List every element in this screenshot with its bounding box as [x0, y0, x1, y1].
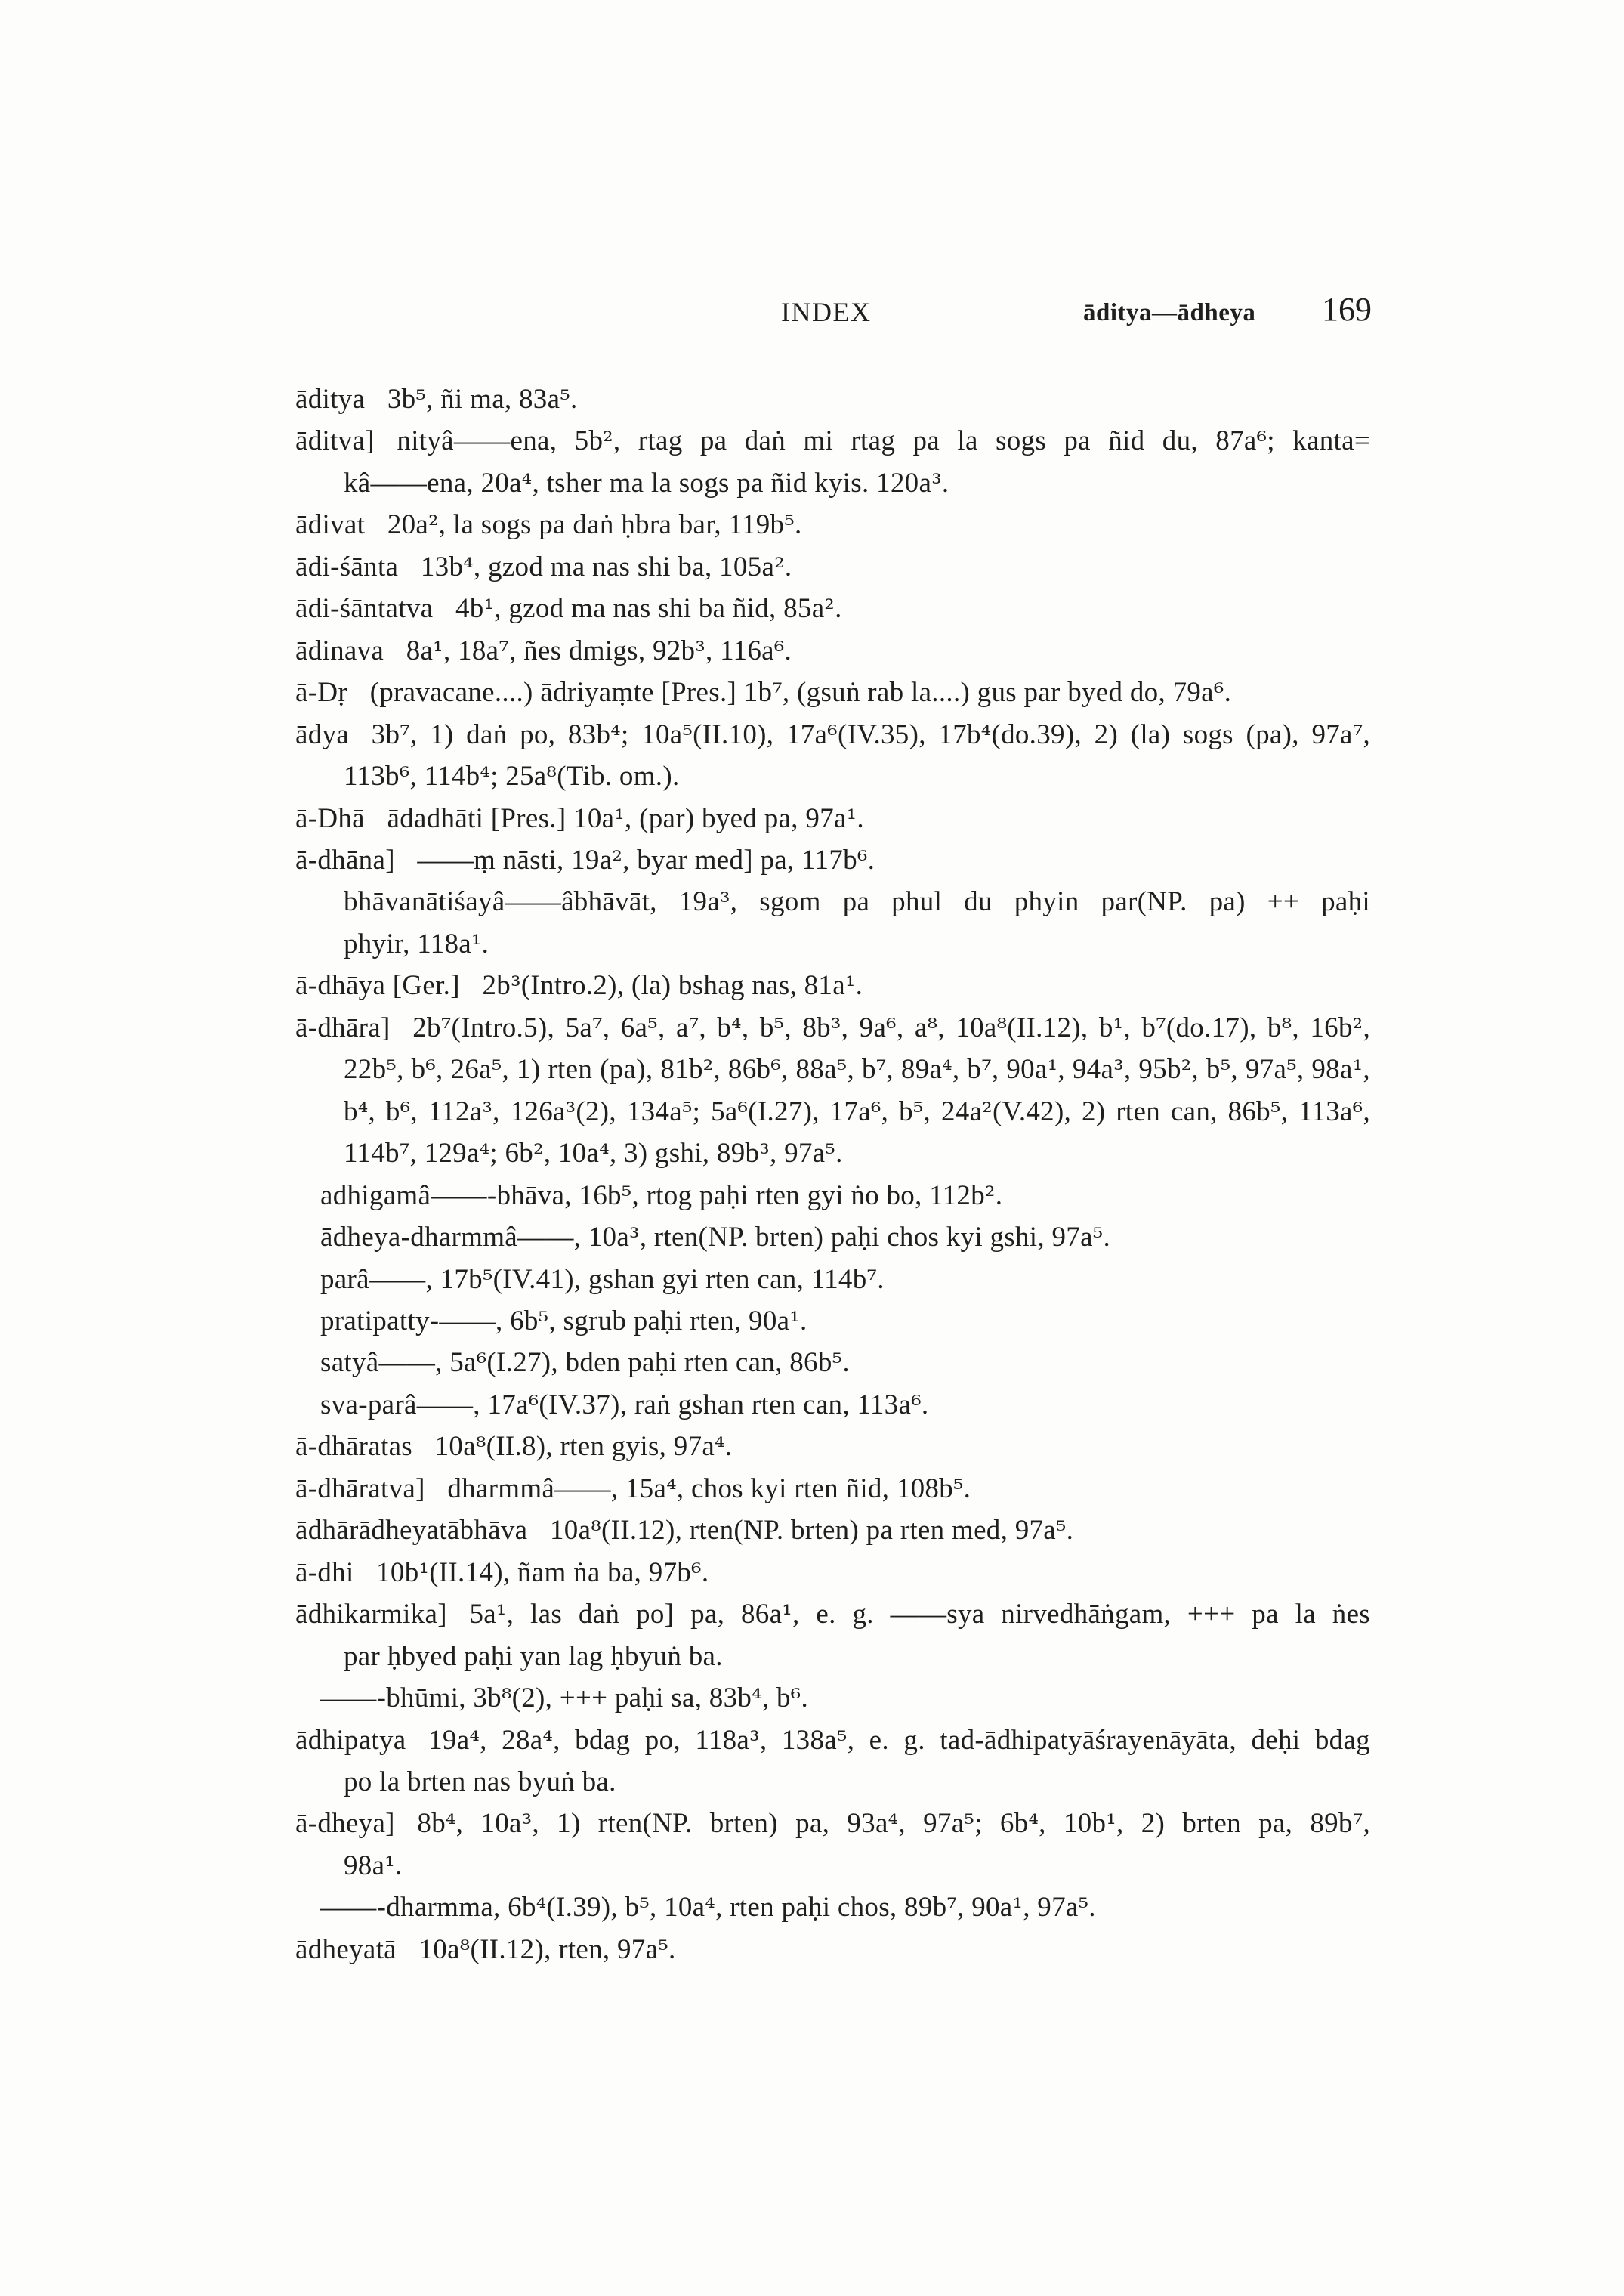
superscript: ⁴: [542, 1725, 554, 1755]
entry-line: [295, 1342, 1370, 1383]
entry-line: [295, 1510, 1370, 1551]
line-content: [295, 1007, 1370, 1049]
entry-text: 5a¹, las daṅ po] pa, 86a¹, e. g. ——sya nirvedhāṅgam, +++ pa la ṅes: [469, 1599, 1370, 1630]
superscript: ⁷: [981, 1055, 992, 1085]
superscript: ⁴: [599, 1139, 610, 1169]
index-entry: [295, 1929, 1370, 1970]
superscript: ⁵: [560, 385, 570, 414]
superscript: ⁷: [400, 719, 410, 749]
entry-line: [295, 588, 1370, 629]
superscript: ⁶: [528, 1389, 539, 1420]
index-entry: [295, 588, 1370, 629]
running-head-range: āditya—ādheya: [1083, 299, 1256, 326]
superscript: ⁴: [888, 1809, 899, 1839]
line-content: [344, 1845, 403, 1887]
index-entry: [295, 1468, 1370, 1510]
entry-line: [295, 881, 1370, 922]
line-content: [320, 1175, 1002, 1216]
superscript: ³: [830, 1012, 841, 1043]
index-subentry: [295, 1677, 1370, 1719]
superscript: ⁵: [1092, 1222, 1104, 1253]
entry-line: [295, 672, 1370, 713]
superscript: ⁶: [857, 845, 868, 875]
index-entry: [295, 1426, 1370, 1467]
superscript: ¹: [614, 803, 625, 833]
superscript: ⁷: [772, 678, 783, 708]
entry-text: 22b⁵, b⁶, 26a⁵, 1) rten (pa), 81b², 86b⁶, 88a⁵, b⁷, 89a⁴, b⁷, 90a¹, 94a³, 95b², b⁵, 97a⁵, 98a¹,: [344, 1054, 1370, 1086]
index-entry: [295, 1510, 1370, 1551]
headword: ādhārādheyatābhāva: [295, 1515, 528, 1547]
entry-text: b⁴, b⁶, 112a³, 126a³(2), 134a⁵; 5a⁶(I.27), 17a⁶, b⁵, 24a²(V.42), 2) rten can, 86b⁵, 113a⁶,: [344, 1095, 1370, 1127]
line-content: [320, 1259, 885, 1300]
superscript: ²: [1352, 1012, 1363, 1043]
superscript: ⁴: [521, 468, 533, 498]
index-subentry: [295, 1887, 1370, 1928]
superscript: ⁵: [639, 1893, 650, 1923]
entry-line: [295, 1426, 1370, 1467]
superscript: ¹: [483, 594, 495, 624]
superscript: ⁴: [666, 1473, 677, 1503]
line-content: [295, 420, 1370, 462]
entry-text: 113b⁶, 114b⁴; 25a⁸(Tib. om.).: [344, 761, 680, 793]
entry-text: 98a¹.: [344, 1849, 403, 1881]
line-content: [320, 1384, 928, 1426]
entry-text: po la brten nas byuṅ ba.: [344, 1766, 616, 1797]
entry-line: [295, 1468, 1370, 1510]
superscript: ³: [1113, 1055, 1124, 1085]
index-subentry: [295, 1175, 1370, 1216]
line-content: [295, 379, 578, 420]
superscript: ⁷: [592, 1012, 603, 1043]
superscript: ⁸: [501, 1683, 512, 1714]
entry-text: (pravacane....) ādriyaṃte [Pres.] 1b⁷, (gsuṅ rab la....) gus par byed do, 79a⁶.: [369, 677, 1232, 709]
superscript: ³: [749, 1725, 760, 1755]
entry-line: [295, 1259, 1370, 1300]
line-content: [295, 1468, 971, 1510]
superscript: ⁷: [1352, 719, 1363, 749]
superscript: ⁵: [386, 1055, 397, 1085]
line-content: [344, 462, 949, 504]
entry-text: 10a⁸(II.8), rten gyis, 97a⁴.: [434, 1431, 733, 1463]
superscript: ⁴: [479, 1139, 490, 1169]
superscript: ⁵: [784, 510, 795, 540]
headword: ā-Dhā: [295, 802, 365, 834]
superscript: ⁴: [705, 1893, 716, 1923]
entry-line: [295, 1677, 1370, 1719]
index-column: [295, 379, 1370, 1970]
superscript: ⁴: [536, 1893, 547, 1923]
index-entry: [295, 420, 1370, 504]
superscript: ⁷: [688, 1012, 699, 1043]
line-content: [344, 1133, 843, 1174]
headword: āditya: [295, 384, 366, 415]
superscript: ²: [603, 426, 613, 456]
superscript: ⁶: [425, 1055, 437, 1085]
line-content: [295, 798, 864, 839]
index-entry: [295, 1803, 1370, 1887]
entry-line: [295, 1887, 1370, 1928]
line-content: [320, 1300, 807, 1342]
superscript: ¹: [782, 1599, 792, 1630]
line-content: [295, 1426, 732, 1467]
entry-line: [295, 1720, 1370, 1761]
superscript: ²: [702, 1055, 714, 1085]
entry-text: ——ṃ nāsti, 19a², byar med] pa, 117b⁶.: [417, 844, 875, 876]
superscript: ⁴: [942, 1055, 952, 1085]
entry-line: [295, 630, 1370, 672]
entry-text: 13b⁴, gzod ma nas shi ba, 105a².: [420, 551, 792, 582]
index-entry: [295, 546, 1370, 588]
line-content: [320, 1677, 808, 1719]
superscript: ¹: [846, 803, 857, 833]
superscript: ³: [482, 1096, 493, 1126]
superscript: ⁶: [1352, 1096, 1363, 1126]
line-content: [295, 1803, 1370, 1844]
headword: ā-dhāratas: [295, 1431, 413, 1463]
superscript: ¹: [1106, 1809, 1116, 1839]
line-content: [344, 923, 489, 965]
line-content: [295, 1510, 1073, 1551]
line-content: [344, 1636, 723, 1677]
entry-text: 10a⁸(II.12), rten, 97a⁵.: [418, 1933, 676, 1965]
superscript: ⁶: [790, 1683, 801, 1714]
index-subentry: [295, 881, 1370, 965]
superscript: ²: [985, 1180, 996, 1210]
entry-text: 3b⁵, ñi ma, 83a⁵.: [387, 384, 578, 415]
superscript: ⁸: [475, 1432, 486, 1462]
superscript: ¹: [789, 1306, 800, 1336]
superscript: ²: [533, 1139, 544, 1169]
superscript: ⁴: [1028, 1809, 1039, 1839]
index-entry: [295, 630, 1370, 672]
superscript: ⁵: [964, 1809, 975, 1839]
superscript: ²: [428, 510, 439, 540]
headword: āditva]: [295, 425, 375, 457]
entry-line: [295, 839, 1370, 881]
entry-text: sva-parâ——, 17a⁶(IV.37), raṅ gshan rten can, 113a⁶.: [320, 1389, 929, 1420]
superscript: ¹: [384, 1850, 395, 1880]
superscript: ¹: [471, 929, 482, 959]
line-content: [295, 588, 842, 629]
entry-text: 2b³(Intro.2), (la) bshag nas, 81a¹.: [482, 970, 863, 1002]
superscript: ²: [612, 845, 623, 875]
superscript: ⁷: [875, 1055, 887, 1085]
entry-text: 114b⁷, 129a⁴; 6b², 10a⁴, 3) gshi, 89b³, 97a⁵.: [344, 1138, 843, 1170]
headword: ādi-śāntatva: [295, 593, 434, 625]
superscript: ⁵: [491, 1055, 502, 1085]
superscript: ⁵: [912, 1096, 924, 1126]
headword: ā-dhāna]: [295, 844, 395, 876]
superscript: ¹: [844, 971, 856, 1001]
continuation-line: [295, 923, 1370, 965]
superscript: ⁵: [953, 1473, 964, 1503]
continuation-line: [295, 1845, 1370, 1887]
index-entry: [295, 1720, 1370, 1803]
entry-text: bhāvanātiśayâ——âbhāvāt, 19a³, sgom pa phul du phyin par(NP. pa) ++ paḥi: [344, 886, 1370, 918]
entry-text: nityâ——ena, 5b², rtag pa daṅ mi rtag pa la sogs pa ñid du, 87a⁶; kanta=: [397, 425, 1370, 457]
superscript: ⁵: [621, 1180, 632, 1210]
index-entry: [295, 798, 1370, 839]
superscript: ¹: [1352, 1055, 1363, 1085]
superscript: ¹: [418, 1557, 430, 1587]
superscript: ²: [824, 594, 835, 624]
index-entry: [295, 965, 1370, 1006]
superscript: ⁴: [469, 1725, 480, 1755]
superscript: ⁸: [996, 1012, 1008, 1043]
superscript: ⁵: [825, 1139, 836, 1169]
entry-text: ——-bhūmi, 3b⁸(2), +++ paḥi sa, 83b⁴, b⁶.: [320, 1683, 808, 1714]
superscript: ³: [521, 1809, 533, 1839]
superscript: ⁵: [647, 1012, 658, 1043]
headword: ā-Dṛ: [295, 677, 347, 709]
superscript: ⁴: [446, 1809, 456, 1839]
headword: ādya: [295, 718, 350, 750]
superscript: ⁸: [546, 762, 557, 792]
headword: ādhikarmika]: [295, 1599, 447, 1630]
headword: ādhipatya: [295, 1724, 406, 1756]
entry-text: kâ——ena, 20a⁴, tsher ma la sogs pa ñid kyis. 120a³.: [344, 467, 949, 499]
line-content: [320, 1216, 1110, 1258]
entry-line: [295, 420, 1370, 462]
continuation-line: [295, 1049, 1370, 1090]
headword: ā-dheya]: [295, 1808, 395, 1840]
headword: ā-dhāra]: [295, 1012, 391, 1043]
entry-line: [295, 1803, 1370, 1844]
superscript: ⁴: [480, 762, 491, 792]
superscript: ⁷: [399, 1139, 410, 1169]
entry-text: dharmmâ——, 15a⁴, chos kyi rten ñid, 108b⁵.: [447, 1472, 971, 1504]
index-entry: [295, 714, 1370, 798]
superscript: ⁷: [1352, 1809, 1363, 1839]
superscript: ⁵: [1056, 1516, 1067, 1546]
entry-text: 20a², la sogs pa daṅ ḥbra bar, 119b⁵.: [387, 509, 802, 541]
entry-text: 10b¹(II.14), ñam ṅa ba, 97b⁶.: [376, 1556, 709, 1588]
entry-text: 8a¹, 18a⁷, ñes dmigs, 92b³, 116a⁶.: [406, 635, 792, 666]
entry-line: [295, 1216, 1370, 1258]
entry-text: parâ——, 17b⁵(IV.41), gshan gyi rten can, 114b⁷.: [320, 1263, 885, 1295]
superscript: ⁵: [836, 1725, 848, 1755]
continuation-line: [295, 1091, 1370, 1133]
superscript: ⁶: [400, 1096, 411, 1126]
entry-line: [295, 546, 1370, 588]
superscript: ⁵: [415, 385, 427, 414]
headword: ā-dhāratva]: [295, 1472, 425, 1504]
headword: ādinava: [295, 635, 384, 666]
entry-line: [295, 1929, 1370, 1970]
index-entry: [295, 672, 1370, 713]
superscript: ⁴: [715, 1432, 725, 1462]
headword: ā-dhi: [295, 1556, 354, 1588]
superscript: ¹: [1012, 1893, 1023, 1923]
line-content: [295, 1720, 1370, 1761]
continuation-line: [295, 462, 1370, 504]
entry-text: 8b⁴, 10a³, 1) rten(NP. brten) pa, 93a⁴, 97a⁵; 6b⁴, 10b¹, 2) brten pa, 89b⁷,: [417, 1808, 1370, 1840]
superscript: ²: [1181, 1055, 1192, 1085]
superscript: ⁴: [357, 1096, 369, 1126]
superscript: ⁴: [463, 552, 474, 582]
entry-text: satyâ——, 5a⁶(I.27), bden paḥi rten can, 86b⁵.: [320, 1347, 850, 1379]
index-subentry: [295, 1216, 1370, 1258]
superscript: ⁵: [773, 1012, 785, 1043]
line-content: [295, 546, 792, 588]
headword: ādi-śānta: [295, 551, 399, 582]
line-content: [344, 1091, 1370, 1133]
superscript: ⁶: [827, 719, 838, 749]
superscript: ⁴: [731, 1012, 742, 1043]
index-entry: [295, 1552, 1370, 1593]
line-content: [295, 504, 802, 545]
entry-text: 4b¹, gzod ma nas shi ba ñid, 85a².: [455, 593, 842, 625]
superscript: ⁵: [836, 1055, 848, 1085]
line-content: [344, 1049, 1370, 1090]
line-content: [320, 1887, 1096, 1928]
superscript: ⁸: [591, 1516, 601, 1546]
entry-line: [295, 504, 1370, 545]
headword: ādivat: [295, 509, 366, 541]
line-content: [295, 1593, 1370, 1635]
entry-line: [295, 1593, 1370, 1635]
superscript: ⁵: [658, 1934, 668, 1964]
line-content: [295, 839, 875, 881]
superscript: ³: [511, 971, 521, 1001]
superscript: ¹: [496, 1599, 507, 1630]
line-content: [295, 672, 1231, 713]
superscript: ⁷: [1156, 1012, 1166, 1043]
superscript: ⁶: [1213, 678, 1224, 708]
superscript: ³: [629, 1222, 640, 1253]
entry-text: 10a⁸(II.12), rten(NP. brten) pa rten med, 97a⁵.: [549, 1515, 1074, 1547]
index-subentry: [295, 1384, 1370, 1426]
entry-line: [295, 714, 1370, 756]
superscript: ⁶: [737, 1096, 749, 1126]
entry-line: [295, 379, 1370, 420]
line-content: [320, 1342, 850, 1383]
superscript: ⁶: [773, 635, 785, 666]
entry-line: [295, 1552, 1370, 1593]
superscript: ⁵: [482, 1264, 493, 1294]
superscript: ⁶: [399, 762, 410, 792]
superscript: ¹: [433, 635, 443, 666]
superscript: ³: [759, 1139, 770, 1169]
superscript: ⁴: [980, 719, 992, 749]
line-content: [344, 756, 680, 797]
superscript: ⁷: [866, 1264, 878, 1294]
index-entry: [295, 504, 1370, 545]
line-content: [295, 1929, 676, 1970]
entry-line: [295, 1175, 1370, 1216]
line-content: [295, 630, 792, 672]
entry-text: 3b⁷, 1) daṅ po, 83b⁴; 10a⁵(II.10), 17a⁶(IV.35), 17b⁴(do.39), 2) (la) sogs (pa), 97a⁷,: [371, 718, 1370, 750]
superscript: ⁵: [1286, 1055, 1297, 1085]
line-content: [295, 965, 863, 1006]
superscript: ¹: [1047, 1055, 1058, 1085]
line-content: [344, 1761, 616, 1803]
superscript: ⁵: [682, 719, 693, 749]
superscript: ³: [565, 1096, 576, 1126]
line-content: [295, 1552, 709, 1593]
superscript: ⁵: [1220, 1055, 1231, 1085]
index-subentry: [295, 1342, 1370, 1383]
superscript: ⁸: [927, 1012, 938, 1043]
continuation-line: [295, 756, 1370, 797]
continuation-line: [295, 1133, 1370, 1174]
superscript: ⁴: [610, 719, 621, 749]
running-title: INDEX: [781, 297, 872, 327]
index-entry: [295, 1007, 1370, 1175]
superscript: ²: [774, 552, 785, 582]
entry-line: [295, 1300, 1370, 1342]
headword: ādheyatā: [295, 1933, 397, 1965]
page-number: 169: [1322, 291, 1372, 328]
entry-text: phyir, 118a¹.: [344, 928, 489, 959]
entry-text: pratipatty-——, 6b⁵, sgrub paḥi rten, 90a¹.: [320, 1305, 807, 1337]
superscript: ²: [982, 1096, 993, 1126]
index-entry: [295, 1593, 1370, 1677]
entry-text: adhigamâ——-bhāva, 16b⁵, rtog paḥi rten gyi ṅo bo, 112b².: [320, 1179, 1003, 1211]
superscript: ⁶: [886, 1012, 897, 1043]
superscript: ⁵: [832, 1348, 843, 1378]
superscript: ⁷: [499, 635, 510, 666]
index-entry: [295, 379, 1370, 420]
line-content: [344, 881, 1370, 922]
entry-text: ādheya-dharmmâ——, 10a³, rten(NP. brten) paḥi chos kyi gshi, 97a⁵.: [320, 1222, 1111, 1253]
entry-line: [295, 1384, 1370, 1426]
superscript: ⁵: [681, 1096, 693, 1126]
superscript: ⁶: [1256, 426, 1267, 456]
superscript: ⁶: [691, 1557, 702, 1587]
superscript: ⁵: [1078, 1893, 1089, 1923]
superscript: ³: [695, 635, 706, 666]
entry-line: [295, 1007, 1370, 1049]
entry-text: par ḥbyed paḥi yan lag ḥbyuṅ ba.: [344, 1640, 723, 1672]
entry-line: [295, 965, 1370, 1006]
superscript: ¹: [1113, 1012, 1124, 1043]
entry-text: 19a⁴, 28a⁴, bdag po, 118a³, 138a⁵, e. g. tad-ādhipatyāśrayenāyāta, deḥi bdag: [428, 1724, 1370, 1756]
continuation-line: [295, 1636, 1370, 1677]
superscript: ⁷: [440, 1012, 452, 1043]
superscript: ⁸: [1281, 1012, 1292, 1043]
superscript: ⁴: [752, 1683, 762, 1714]
superscript: ⁶: [871, 1096, 881, 1126]
entry-line: [295, 798, 1370, 839]
headword: ā-dhāya [Ger.]: [295, 970, 460, 1002]
continuation-line: [295, 1761, 1370, 1803]
superscript: ³: [931, 468, 942, 498]
superscript: ⁵: [538, 1306, 549, 1336]
line-content: [295, 714, 1370, 756]
entry-text: ——-dharmma, 6b⁴(I.39), b⁵, 10a⁴, rten paḥi chos, 89b⁷, 90a¹, 97a⁵.: [320, 1892, 1096, 1924]
index-subentry: [295, 1259, 1370, 1300]
superscript: ⁷: [946, 1893, 958, 1923]
superscript: ⁶: [770, 1055, 781, 1085]
superscript: ³: [720, 887, 730, 917]
superscript: ⁶: [911, 1389, 922, 1420]
entry-text: 2b⁷(Intro.5), 5a⁷, 6a⁵, a⁷, b⁴, b⁵, 8b³, 9a⁶, a⁸, 10a⁸(II.12), b¹, b⁷(do.17), b⁸, 16b²,: [412, 1012, 1370, 1043]
entry-text: ādadhāti [Pres.] 10a¹, (par) byed pa, 97a¹.: [387, 802, 864, 834]
superscript: ⁸: [459, 1934, 471, 1964]
superscript: ⁶: [476, 1348, 487, 1378]
index-entry: [295, 839, 1370, 881]
superscript: ⁵: [1270, 1096, 1281, 1126]
index-subentry: [295, 1300, 1370, 1342]
